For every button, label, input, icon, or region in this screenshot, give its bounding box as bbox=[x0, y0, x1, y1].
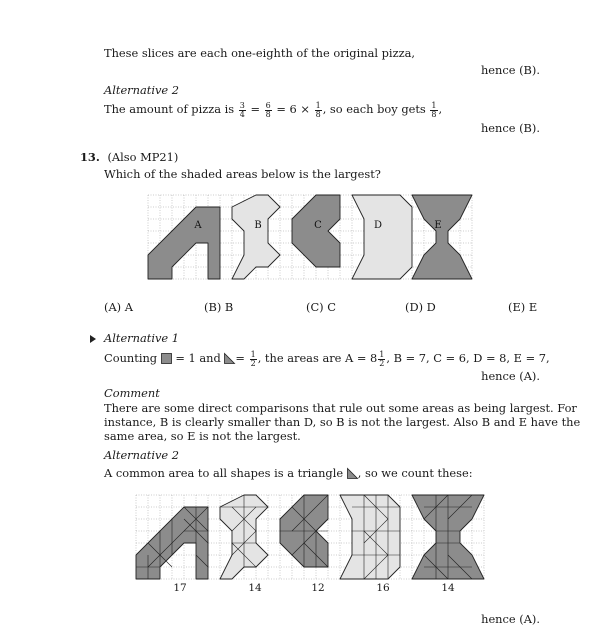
amount-prefix: The amount of pizza is bbox=[104, 102, 235, 116]
equals-six-times: = 6 × bbox=[276, 102, 310, 116]
alt1-counting-line bbox=[104, 348, 550, 368]
fraction-numerator: 1 bbox=[379, 349, 385, 359]
slices-text: These slices are each one-eighth of the original pizza, bbox=[104, 46, 415, 60]
shape-c bbox=[292, 195, 340, 267]
triangle-icon bbox=[347, 468, 358, 479]
shape-label-c: C bbox=[314, 220, 322, 231]
option-c: (C) C bbox=[306, 300, 336, 314]
count-c: 12 bbox=[311, 582, 325, 594]
option-b: (B) B bbox=[204, 300, 234, 314]
pizza-amount-line bbox=[104, 99, 442, 119]
common-text: A common area to all shapes is a triangle bbox=[104, 466, 344, 480]
question-source: (Also MP21) bbox=[107, 150, 179, 164]
half-triangle-icon bbox=[224, 353, 235, 364]
end-punct: , bbox=[438, 102, 443, 116]
fraction-denominator: 8 bbox=[265, 109, 271, 119]
count-e: 14 bbox=[441, 582, 455, 594]
hence-b-1: hence (B). bbox=[480, 63, 540, 77]
areas-pre: , the areas are A = 8 bbox=[257, 351, 378, 365]
fraction-denominator: 2 bbox=[250, 358, 256, 368]
unit-square-icon bbox=[161, 353, 172, 364]
comment-line-3: same area, so E is not the largest. bbox=[104, 429, 301, 443]
alt2-heading: Alternative 2 bbox=[104, 448, 180, 462]
fraction-numerator: 1 bbox=[250, 349, 256, 359]
shape-label-b: B bbox=[254, 220, 262, 231]
comment-line-1: There are some direct comparisons that rule out some areas as being largest. For bbox=[104, 401, 577, 415]
fraction-denominator: 2 bbox=[379, 358, 385, 368]
shape-label-e: E bbox=[434, 220, 442, 231]
equals-sign: = bbox=[250, 102, 261, 116]
fraction-denominator: 8 bbox=[431, 109, 437, 119]
triangles-figure bbox=[0, 480, 590, 590]
alt1-heading: Alternative 1 bbox=[104, 331, 180, 345]
question-text: Which of the shaded areas below is the largest? bbox=[104, 167, 381, 181]
counting-label: Counting bbox=[104, 351, 158, 365]
shape-d bbox=[352, 195, 412, 279]
alt2-common-line bbox=[104, 466, 473, 480]
fraction-1-8-b bbox=[430, 102, 437, 119]
hence-a-1: hence (A). bbox=[481, 369, 540, 383]
fraction-1-2 bbox=[250, 351, 257, 368]
fraction-numerator: 1 bbox=[431, 100, 437, 110]
hence-b-2: hence (B). bbox=[480, 121, 540, 135]
fraction-3-4 bbox=[239, 102, 246, 119]
shape-label-a: A bbox=[194, 220, 202, 231]
mid-text: , so each boy gets bbox=[322, 102, 426, 116]
shape-b bbox=[232, 195, 280, 279]
fraction-1-8 bbox=[315, 102, 322, 119]
eq-one-and: = 1 and bbox=[175, 351, 221, 365]
count-a: 17 bbox=[173, 582, 187, 594]
fraction-denominator: 8 bbox=[315, 109, 321, 119]
question-number: 13. bbox=[80, 150, 100, 164]
areas-post: , B = 7, C = 6, D = 8, E = 7, bbox=[386, 351, 550, 365]
comment-line-2: instance, B is clearly smaller than D, so B is not the largest. Also B and E have the bbox=[104, 415, 581, 429]
count-d: 16 bbox=[376, 582, 390, 594]
fraction-numerator: 6 bbox=[265, 100, 271, 110]
option-d: (D) D bbox=[405, 300, 436, 314]
fraction-6-8 bbox=[265, 102, 272, 119]
hence-a-2: hence (A). bbox=[481, 612, 540, 626]
question-13-header bbox=[80, 150, 178, 164]
option-e: (E) E bbox=[508, 300, 538, 314]
count-b: 14 bbox=[248, 582, 262, 594]
shape-e bbox=[412, 195, 472, 279]
option-a: (A) A bbox=[104, 300, 133, 314]
fraction-numerator: 1 bbox=[315, 100, 321, 110]
eq-half-pre: = bbox=[235, 351, 245, 365]
fraction-denominator: 4 bbox=[239, 109, 245, 119]
shapes-figure bbox=[0, 180, 590, 300]
alt1-arrow-icon bbox=[90, 335, 96, 343]
fraction-1-2-b bbox=[378, 351, 385, 368]
comment-heading: Comment bbox=[104, 386, 160, 400]
fraction-numerator: 3 bbox=[239, 100, 245, 110]
shape-label-d: D bbox=[373, 220, 383, 231]
alt2-heading-prev: Alternative 2 bbox=[104, 83, 180, 97]
common-suffix: , so we count these: bbox=[357, 466, 473, 480]
